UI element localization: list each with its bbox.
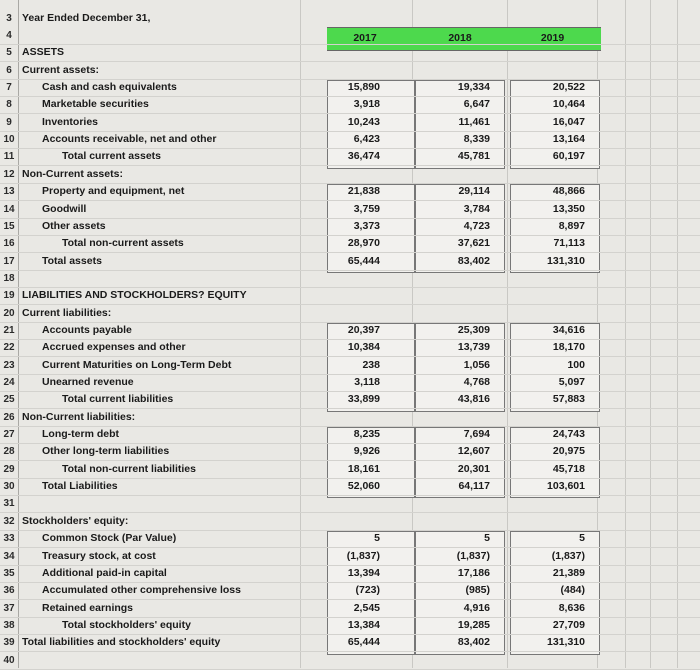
value-cell[interactable]: 20,975 (552, 445, 585, 458)
table-row[interactable] (0, 253, 700, 270)
value-cell[interactable]: 18,161 (347, 462, 380, 475)
table-row[interactable] (0, 374, 700, 391)
row-label[interactable]: Total current liabilities (62, 393, 174, 406)
table-row[interactable] (0, 357, 700, 374)
row-label[interactable]: Total non-current liabilities (62, 462, 196, 475)
value-cell[interactable]: (985) (465, 584, 490, 597)
value-cell[interactable]: 238 (362, 358, 380, 371)
table-row[interactable] (0, 131, 700, 148)
value-cell[interactable]: 2,545 (353, 601, 380, 614)
value-cell[interactable]: 131,310 (547, 636, 585, 649)
value-cell[interactable]: 17,186 (457, 566, 490, 579)
value-cell[interactable]: (723) (355, 584, 380, 597)
table-row[interactable] (0, 235, 700, 252)
table-row[interactable] (0, 218, 700, 235)
value-cell[interactable]: 10,243 (347, 115, 380, 128)
table-row[interactable] (0, 27, 700, 44)
value-cell[interactable]: 71,113 (553, 237, 585, 250)
row-label[interactable]: Common Stock (Par Value) (42, 532, 177, 545)
value-cell[interactable]: 3,918 (353, 98, 380, 111)
value-cell[interactable]: 13,739 (457, 341, 490, 354)
row-label[interactable]: Total Liabilities (42, 480, 118, 493)
value-cell[interactable]: 5,097 (558, 376, 585, 388)
value-cell[interactable]: 4,723 (463, 219, 490, 232)
title-row[interactable] (0, 10, 700, 27)
row-label[interactable]: Total current assets (62, 150, 162, 163)
row-number[interactable]: 29 (3, 463, 15, 475)
row-label[interactable]: Total assets (42, 254, 102, 267)
table-row[interactable] (0, 548, 700, 565)
row-label[interactable]: Inventories (42, 115, 99, 128)
table-row[interactable] (0, 461, 700, 478)
table-row[interactable] (0, 114, 700, 131)
row-number[interactable]: 12 (3, 168, 15, 180)
row-label[interactable]: Treasury stock, at cost (42, 549, 156, 562)
row-number[interactable]: 19 (3, 290, 15, 302)
table-row[interactable] (0, 183, 700, 200)
table-row[interactable] (0, 96, 700, 113)
value-cell[interactable]: 16,047 (552, 115, 585, 128)
value-cell[interactable]: 27,709 (552, 618, 585, 631)
row-number[interactable]: 37 (3, 602, 15, 614)
row-number[interactable]: 27 (3, 429, 15, 441)
table-row[interactable] (0, 443, 700, 460)
table-row[interactable] (0, 513, 700, 530)
value-cell[interactable]: 60,197 (552, 150, 585, 163)
table-row[interactable] (0, 339, 700, 356)
row-number[interactable]: 40 (3, 654, 15, 666)
value-cell[interactable]: 20,301 (457, 462, 490, 475)
value-cell[interactable]: 8,339 (463, 133, 490, 146)
value-cell[interactable]: 48,866 (552, 185, 585, 198)
row-number[interactable]: 26 (3, 411, 15, 423)
value-cell[interactable]: 20,397 (347, 323, 380, 336)
row-number[interactable]: 34 (3, 550, 15, 562)
table-row[interactable] (0, 634, 700, 651)
row-number[interactable]: 25 (3, 394, 15, 406)
row-label[interactable]: Accrued expenses and other (42, 341, 186, 354)
value-cell[interactable]: 45,781 (457, 150, 490, 163)
value-cell[interactable]: 65,444 (347, 254, 380, 267)
title-label[interactable]: Year Ended December 31, (22, 12, 151, 24)
value-cell[interactable]: 131,310 (547, 254, 585, 267)
row-number[interactable]: 22 (3, 342, 15, 354)
value-cell[interactable]: 3,373 (353, 219, 380, 232)
row-label[interactable]: Goodwill (42, 202, 87, 215)
row-number[interactable]: 30 (3, 481, 15, 493)
row-number[interactable]: 20 (3, 307, 15, 319)
row-number[interactable]: 13 (3, 186, 15, 198)
row-number[interactable]: 38 (3, 619, 15, 631)
value-cell[interactable]: 18,170 (552, 341, 585, 354)
value-cell[interactable]: 83,402 (457, 636, 490, 649)
value-cell[interactable]: 57,883 (552, 393, 585, 406)
value-cell[interactable]: 37,621 (457, 237, 490, 250)
row-label[interactable]: Property and equipment, net (42, 185, 185, 198)
row-number[interactable]: 11 (3, 151, 15, 163)
row-label[interactable]: Additional paid-in capital (42, 566, 167, 579)
value-cell[interactable]: 34,616 (552, 323, 585, 336)
table-row[interactable] (0, 287, 700, 304)
row-label[interactable]: Accounts payable (42, 323, 132, 336)
value-cell[interactable]: 19,285 (457, 618, 490, 631)
value-cell[interactable]: 3,759 (353, 202, 380, 215)
value-cell[interactable]: 20,522 (552, 81, 585, 94)
value-cell[interactable]: 64,117 (458, 480, 490, 493)
value-cell[interactable]: (484) (560, 584, 585, 597)
row-number[interactable]: 17 (3, 255, 15, 267)
value-cell[interactable]: 103,601 (547, 480, 585, 493)
value-cell[interactable]: 13,384 (347, 618, 380, 631)
table-row[interactable] (0, 530, 700, 547)
row-number[interactable]: 5 (6, 47, 12, 59)
value-cell[interactable]: 28,970 (347, 237, 380, 250)
row-number[interactable]: 36 (3, 585, 15, 597)
row-label[interactable]: Other long-term liabilities (42, 445, 170, 458)
year-header-2017[interactable]: 2017 (353, 32, 377, 44)
value-cell[interactable]: 25,309 (457, 323, 490, 336)
value-cell[interactable]: 11,461 (458, 115, 490, 128)
row-label[interactable]: Marketable securities (42, 98, 149, 111)
row-number[interactable]: 21 (3, 324, 15, 336)
table-row[interactable] (0, 62, 700, 79)
table-row[interactable] (0, 409, 700, 426)
table-row[interactable] (0, 201, 700, 218)
value-cell[interactable]: 13,164 (552, 133, 585, 146)
value-cell[interactable]: 8,235 (353, 428, 380, 441)
value-cell[interactable]: 13,350 (552, 202, 585, 215)
value-cell[interactable]: 10,464 (552, 98, 585, 111)
value-cell[interactable]: 100 (567, 358, 585, 371)
value-cell[interactable]: (1,837) (456, 549, 490, 562)
table-row[interactable] (0, 270, 700, 287)
value-cell[interactable]: 9,926 (353, 445, 380, 458)
row-label[interactable]: LIABILITIES AND STOCKHOLDERS? EQUITY (22, 289, 247, 302)
row-number[interactable]: 32 (3, 515, 15, 527)
row-label[interactable]: ASSETS (22, 46, 65, 59)
row-label[interactable]: Long-term debt (42, 428, 119, 441)
value-cell[interactable]: 5 (484, 532, 490, 545)
row-number[interactable]: 24 (3, 377, 15, 388)
value-cell[interactable]: 21,389 (552, 566, 585, 579)
value-cell[interactable]: 36,474 (347, 150, 380, 163)
value-cell[interactable]: 12,607 (457, 445, 490, 458)
value-cell[interactable]: 3,118 (354, 376, 380, 388)
row-number[interactable]: 6 (6, 64, 12, 76)
row-label[interactable]: Unearned revenue (42, 376, 134, 388)
table-row[interactable] (0, 79, 700, 96)
table-row[interactable] (0, 582, 700, 599)
value-cell[interactable]: 19,334 (457, 81, 490, 94)
row-number[interactable]: 3 (6, 13, 12, 24)
row-label[interactable]: Accumulated other comprehensive loss (42, 584, 241, 597)
value-cell[interactable]: 6,647 (463, 98, 490, 111)
row-label[interactable]: Total non-current assets (62, 237, 184, 250)
value-cell[interactable]: 5 (374, 532, 380, 545)
value-cell[interactable]: 4,768 (463, 376, 490, 388)
value-cell[interactable]: 45,718 (552, 462, 585, 475)
year-header-2019[interactable]: 2019 (540, 32, 565, 44)
value-cell[interactable]: 10,384 (347, 341, 380, 354)
value-cell[interactable]: 83,402 (457, 254, 490, 267)
table-row[interactable] (0, 495, 700, 512)
table-row[interactable] (0, 322, 700, 339)
row-label[interactable]: Current Maturities on Long-Term Debt (42, 358, 232, 371)
table-row[interactable] (0, 166, 700, 183)
table-row[interactable] (0, 148, 700, 165)
row-number[interactable]: 33 (3, 533, 15, 545)
year-header-2018[interactable]: 2018 (448, 32, 472, 44)
row-number[interactable]: 18 (3, 272, 15, 284)
value-cell[interactable]: 3,784 (463, 202, 490, 215)
row-number[interactable]: 28 (3, 446, 15, 458)
value-cell[interactable]: (1,837) (346, 549, 380, 562)
value-cell[interactable]: 21,838 (347, 185, 380, 198)
row-label[interactable]: Non-Current liabilities: (22, 410, 136, 423)
row-number[interactable]: 9 (6, 116, 12, 128)
value-cell[interactable]: 65,444 (347, 636, 380, 649)
table-row[interactable] (0, 478, 700, 495)
row-number[interactable]: 39 (3, 637, 15, 649)
value-cell[interactable]: (1,837) (551, 549, 585, 562)
row-label[interactable]: Other assets (42, 219, 106, 232)
row-label[interactable]: Stockholders' equity: (22, 514, 129, 527)
row-number[interactable]: 23 (3, 359, 15, 371)
value-cell[interactable]: 29,114 (458, 185, 490, 198)
row-number[interactable]: 15 (3, 220, 15, 232)
table-row[interactable] (0, 565, 700, 582)
row-number[interactable]: 7 (6, 82, 12, 94)
row-number[interactable]: 14 (3, 203, 15, 215)
row-label[interactable]: Total liabilities and stockholders' equity (22, 636, 221, 649)
value-cell[interactable]: 43,816 (457, 393, 490, 406)
value-cell[interactable]: 5 (579, 532, 585, 545)
row-gridline (0, 669, 700, 670)
value-cell[interactable]: 8,636 (558, 601, 585, 614)
row-label[interactable]: Total stockholders' equity (62, 618, 191, 631)
table-row[interactable] (0, 617, 700, 634)
value-cell[interactable]: 24,743 (552, 428, 585, 441)
row-number[interactable]: 16 (3, 238, 15, 250)
row-label[interactable]: Non-Current assets: (22, 167, 123, 180)
row-label[interactable]: Accounts receivable, net and other (42, 133, 217, 146)
table-row[interactable] (0, 44, 700, 61)
table-row[interactable] (0, 600, 700, 617)
table-row[interactable] (0, 426, 700, 443)
row-number[interactable]: 31 (3, 498, 15, 510)
value-cell[interactable]: 52,060 (347, 480, 380, 493)
row-number[interactable]: 4 (6, 30, 12, 41)
value-cell[interactable]: 13,394 (347, 566, 380, 579)
row-number[interactable]: 10 (3, 134, 15, 146)
table-row[interactable] (0, 391, 700, 408)
row-label[interactable]: Retained earnings (42, 601, 134, 614)
value-cell[interactable]: 6,423 (353, 133, 380, 146)
row-number[interactable]: 35 (3, 567, 15, 579)
row-label[interactable]: Cash and cash equivalents (42, 81, 177, 94)
row-number[interactable]: 8 (6, 99, 12, 111)
value-cell[interactable]: 7,694 (463, 428, 490, 441)
value-cell[interactable]: 8,897 (558, 219, 585, 232)
row-label[interactable]: Current assets: (22, 63, 100, 76)
value-cell[interactable]: 1,056 (463, 358, 490, 371)
table-row[interactable] (0, 652, 700, 669)
value-cell[interactable]: 33,899 (347, 393, 380, 406)
value-cell[interactable]: 15,890 (347, 81, 380, 94)
row-label[interactable]: Current liabilities: (22, 306, 112, 319)
table-row[interactable] (0, 305, 700, 322)
value-cell[interactable]: 4,916 (463, 601, 490, 614)
